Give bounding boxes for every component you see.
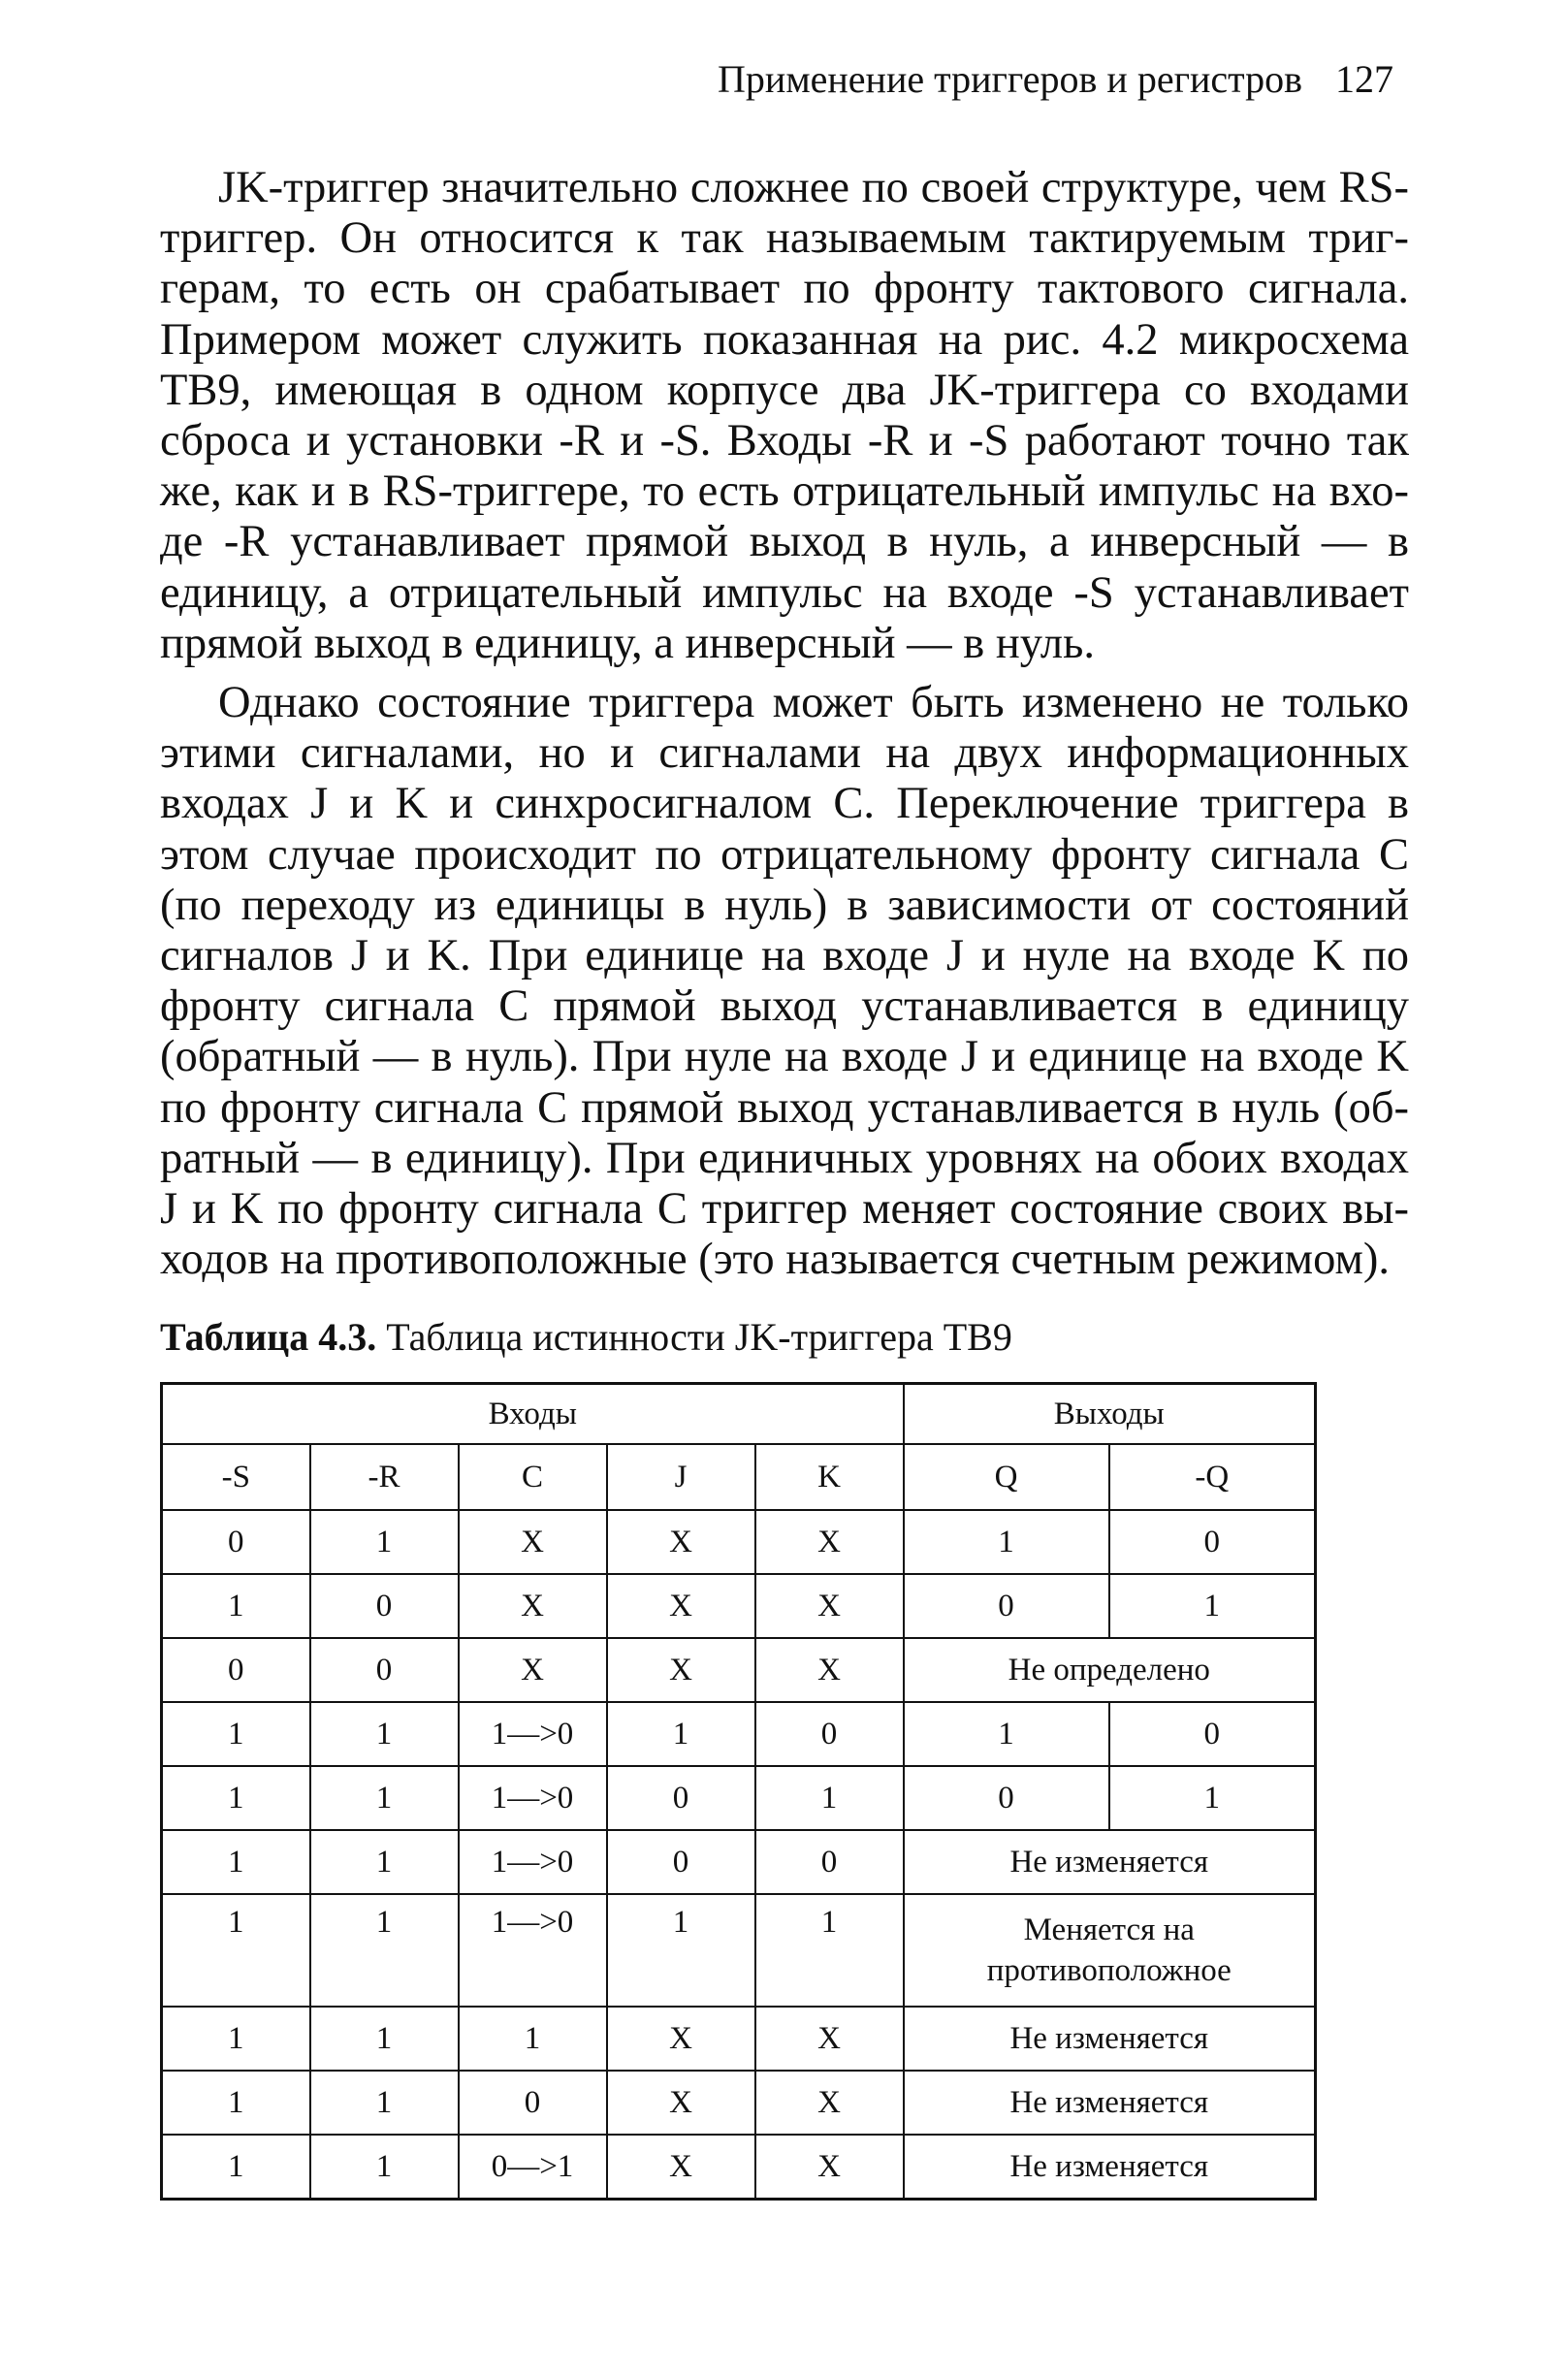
table-cell: 1 <box>310 1510 459 1574</box>
table-cell: 1 <box>162 1894 310 2007</box>
column-header: C <box>459 1444 607 1510</box>
table-cell-merged: Не определено <box>904 1638 1316 1702</box>
table-caption-label: Таблица 4.3. <box>160 1315 377 1359</box>
table-cell: 1 <box>162 2071 310 2135</box>
table-cell: X <box>755 2071 904 2135</box>
inputs-group-header: Входы <box>162 1384 904 1445</box>
table-cell: 1 <box>162 2135 310 2200</box>
table-cell: 1 <box>310 1830 459 1894</box>
table-cell: 1 <box>162 2007 310 2071</box>
table-cell: 0 <box>904 1766 1109 1830</box>
column-header: -Q <box>1109 1444 1316 1510</box>
table-cell: X <box>755 1574 904 1638</box>
table-cell: 0 <box>755 1830 904 1894</box>
table-cell: 0 <box>607 1766 755 1830</box>
table-row <box>162 2135 1316 2200</box>
table-row <box>162 1510 1316 1574</box>
table-cell: 0 <box>904 1574 1109 1638</box>
table-cell: 1 <box>310 1702 459 1766</box>
paragraph: Однако состояние триггера может быть изменено не только этими сигналами, но и сигналами на двух информационных входах J и K и синхросигналом C. Переключение триггера в этом случае происходит по отрицательному фронту сигнала C (по переходу из единицы в нуль) в зависимости от состояний сигналов J и K. При единице на входе J и нуле на входе K по фронту сигнала C прямой выход устанавливается в единицу (обратный — в нуль). При нуле на входе J и единице на входе K по фронту сигнала C прямой выход устанавливается в нуль (обратный — в единицу). При единичных уровнях на обоих входах J и K по фронту сигнала C триггер меняет состояние своих выходов на противоположные (это называется счетным режимом). <box>160 678 1409 1285</box>
table-cell-merged: Не изменяется <box>904 2135 1316 2200</box>
table-cell: X <box>755 1638 904 1702</box>
column-header: Q <box>904 1444 1109 1510</box>
table-row <box>162 1894 1316 2007</box>
table-cell: 1 <box>310 1766 459 1830</box>
table-cell: 1 <box>459 2007 607 2071</box>
table-cell: 1—>0 <box>459 1830 607 1894</box>
table-cell: 0 <box>162 1510 310 1574</box>
table-cell: 1—>0 <box>459 1702 607 1766</box>
table-cell: 1 <box>607 1894 755 2007</box>
table-cell: X <box>459 1510 607 1574</box>
table-cell: X <box>755 2135 904 2200</box>
table-cell: 1 <box>310 1894 459 2007</box>
table-cell: 0 <box>310 1574 459 1638</box>
table-row <box>162 2007 1316 2071</box>
table-cell-merged: Не изменяется <box>904 2071 1316 2135</box>
table-cell-merged: Не изменяется <box>904 1830 1316 1894</box>
table-cell: 1 <box>162 1830 310 1894</box>
table-cell: 0 <box>607 1830 755 1894</box>
table-row <box>162 1574 1316 1638</box>
table-cell: 0 <box>1109 1702 1316 1766</box>
table-cell: 1 <box>310 2007 459 2071</box>
table-cell: 1 <box>1109 1766 1316 1830</box>
table-cell: 1 <box>310 2135 459 2200</box>
table-cell: 1—>0 <box>459 1766 607 1830</box>
table-cell: X <box>755 2007 904 2071</box>
running-header <box>718 56 1393 102</box>
table-row <box>162 2071 1316 2135</box>
table-row <box>162 1638 1316 1702</box>
table-cell: X <box>755 1510 904 1574</box>
page-number: 127 <box>1335 57 1393 101</box>
table-cell: 1 <box>607 1702 755 1766</box>
table-cell: 1 <box>162 1766 310 1830</box>
column-header: -R <box>310 1444 459 1510</box>
table-cell-merged: Не изменяется <box>904 2007 1316 2071</box>
table-cell: X <box>459 1574 607 1638</box>
table-cell: 0 <box>459 2071 607 2135</box>
table-cell: 1 <box>904 1510 1109 1574</box>
table-cell: 0 <box>755 1702 904 1766</box>
table-caption-text: Таблица истинности JK-триггера ТВ9 <box>386 1315 1012 1359</box>
running-title: Применение триггеров и регистров <box>718 57 1302 101</box>
column-header: J <box>607 1444 755 1510</box>
table-cell: X <box>607 2007 755 2071</box>
table-column-header-row <box>162 1444 1316 1510</box>
table-cell-merged: Меняется на противоположное <box>904 1894 1316 2007</box>
table-cell: X <box>607 1510 755 1574</box>
table-cell: 0 <box>1109 1510 1316 1574</box>
table-row <box>162 1830 1316 1894</box>
table-row <box>162 1702 1316 1766</box>
table-group-header-row <box>162 1384 1316 1445</box>
table-cell: X <box>607 1638 755 1702</box>
table-cell: 0 <box>310 1638 459 1702</box>
table-cell: 1 <box>755 1766 904 1830</box>
table-cell: 1 <box>162 1574 310 1638</box>
table-cell: 1 <box>1109 1574 1316 1638</box>
outputs-group-header: Выходы <box>904 1384 1316 1445</box>
table-cell: X <box>607 2071 755 2135</box>
column-header: K <box>755 1444 904 1510</box>
table-cell: X <box>607 1574 755 1638</box>
table-cell: 0 <box>162 1638 310 1702</box>
table-cell: 1 <box>162 1702 310 1766</box>
table-row <box>162 1766 1316 1830</box>
paragraph: JK-триггер значительно сложнее по своей структуре, чем RS-триггер. Он относится к так называемым тактируемым триггерам, то есть он срабатывает по фронту тактового сигнала. Примером может служить показанная на рис. 4.2 микросхема ТВ9, имеющая в одном корпусе два JK-триггера со входами сброса и установки -R и -S. Входы -R и -S работают точно так же, как и в RS-триггере, то есть отрицательный импульс на входе -R устанавливает прямой выход в нуль, а инверсный — в единицу, а отрицательный импульс на входе -S устанавливает прямой выход в единицу, а инверсный — в нуль. <box>160 163 1409 668</box>
table-cell: 1—>0 <box>459 1894 607 2007</box>
table-cell: X <box>459 1638 607 1702</box>
body-text <box>160 163 1409 1285</box>
table-cell: 1 <box>755 1894 904 2007</box>
truth-table <box>160 1382 1317 2201</box>
table-cell: 0—>1 <box>459 2135 607 2200</box>
table-cell: 1 <box>904 1702 1109 1766</box>
table-cell: X <box>607 2135 755 2200</box>
column-header: -S <box>162 1444 310 1510</box>
table-cell: 1 <box>310 2071 459 2135</box>
table-caption <box>160 1314 1012 1360</box>
